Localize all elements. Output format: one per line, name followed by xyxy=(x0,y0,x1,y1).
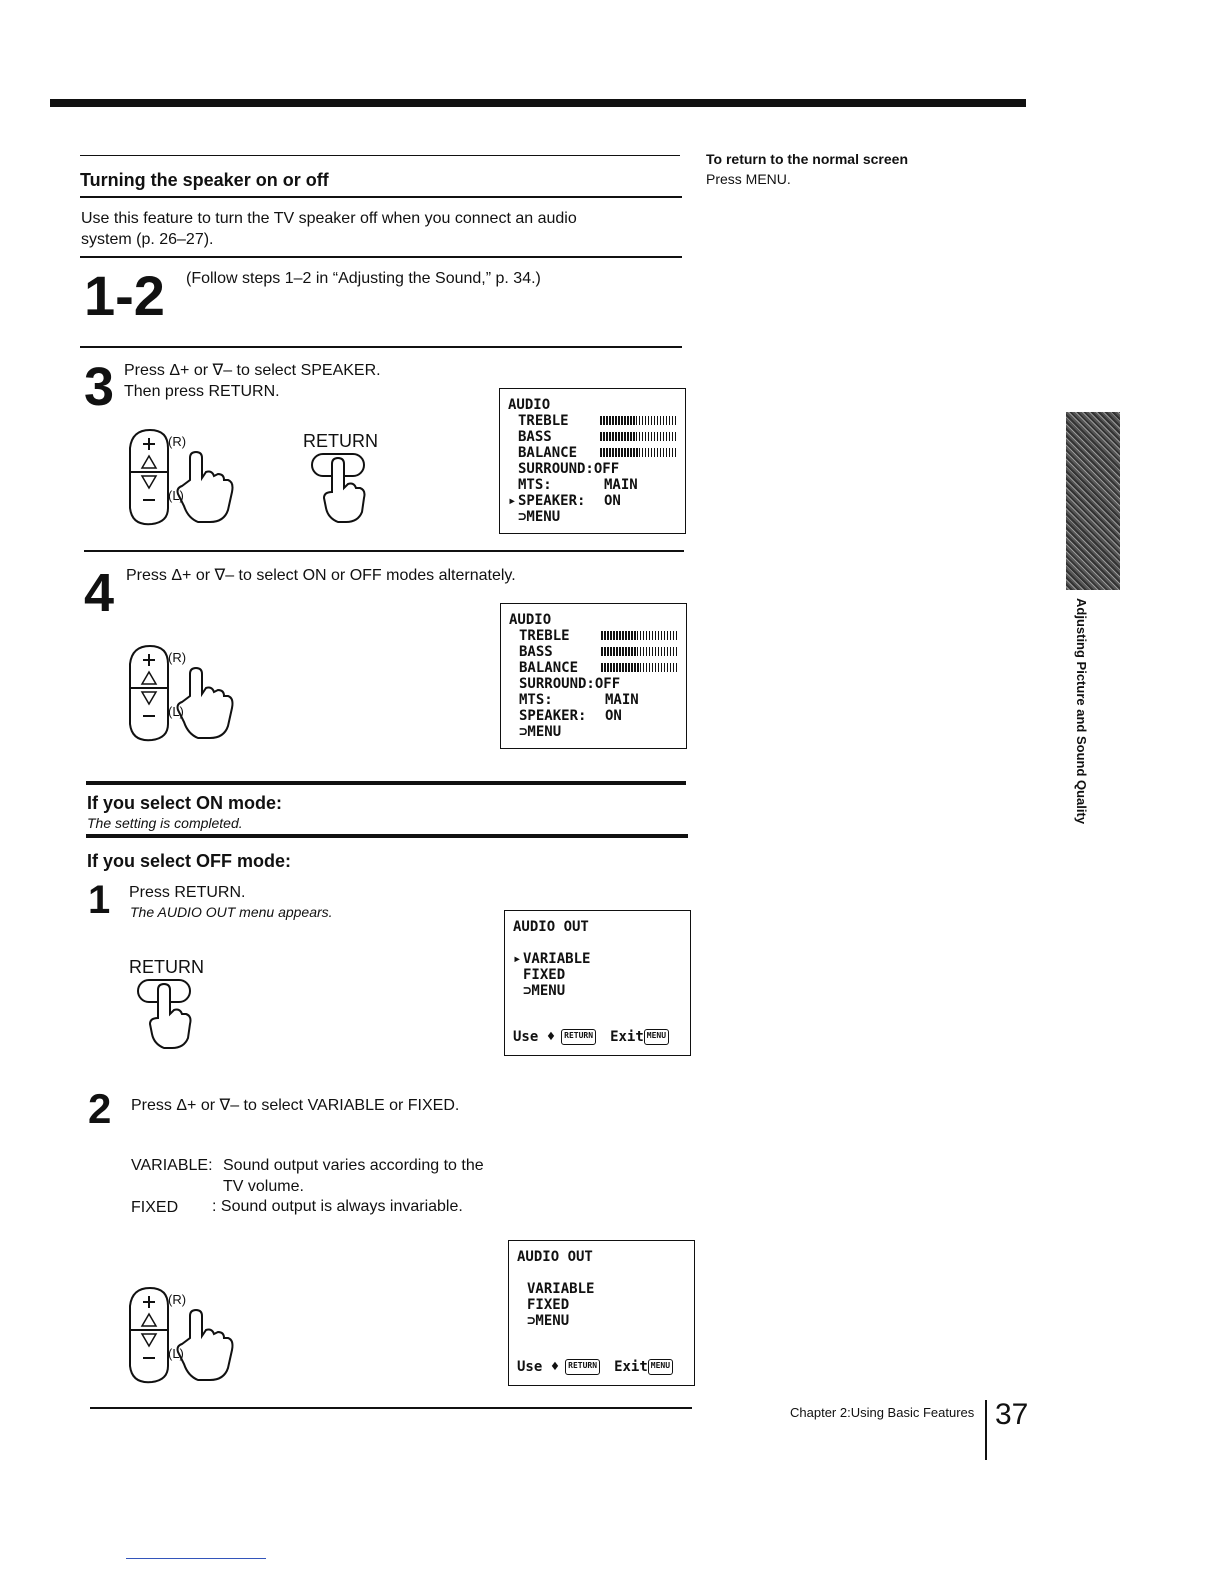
osd-mts-value: MAIN xyxy=(605,692,639,708)
step-number-4: 4 xyxy=(84,563,115,623)
off-step-1-text: Press RETURN. xyxy=(129,884,246,901)
osd-use-hint: Use ♦ xyxy=(517,1359,560,1375)
intro-rule xyxy=(80,256,682,258)
off-mode-heading: If you select OFF mode: xyxy=(87,851,292,871)
osd-menu: ⊃MENU xyxy=(527,1313,570,1329)
osd-fixed: FIXED xyxy=(523,967,566,983)
osd-treble: TREBLE xyxy=(518,413,569,429)
treble-level-bar xyxy=(600,416,677,425)
step-3-rule xyxy=(84,550,684,552)
bottom-rule xyxy=(90,1407,692,1409)
remote-l-label: (L) xyxy=(168,1346,184,1361)
return-button-label-2: RETURN xyxy=(129,957,204,977)
return-normal-text: Press MENU. xyxy=(706,171,791,187)
osd-menu: ⊃MENU xyxy=(523,983,566,999)
osd-variable: VARIABLE xyxy=(523,951,591,967)
on-mode-heading: If you select ON mode: xyxy=(87,793,283,813)
osd-exit-hint: Exit xyxy=(614,1359,648,1375)
hand-press-icon xyxy=(128,644,248,744)
on-mode-note: The setting is completed. xyxy=(87,815,243,831)
return-key-icon: RETURN xyxy=(561,1029,596,1045)
osd-title: AUDIO OUT xyxy=(513,919,589,935)
balance-level-bar xyxy=(601,663,678,672)
remote-volume-control xyxy=(128,428,248,528)
footer-chapter: Chapter 2:Using Basic Features xyxy=(790,1405,975,1420)
menu-key-icon: MENU xyxy=(648,1359,673,1375)
remote-l-label: (L) xyxy=(168,488,184,503)
fixed-desc: : Sound output is always invariable. xyxy=(212,1198,463,1215)
osd-mts-label: MTS: xyxy=(518,477,552,493)
osd-cursor: ▸ xyxy=(508,493,517,509)
on-mode-rule xyxy=(86,781,686,785)
hand-press-icon xyxy=(128,1286,248,1386)
top-rule xyxy=(50,99,1026,107)
section-title: Turning the speaker on or off xyxy=(80,170,329,190)
osd-balance: BALANCE xyxy=(519,660,579,676)
remote-r-label: (R) xyxy=(168,434,187,449)
step-number-3: 3 xyxy=(84,357,115,417)
step-number-1-2: 1-2 xyxy=(84,264,165,327)
footer-link-line xyxy=(126,1558,266,1559)
osd-title: AUDIO OUT xyxy=(517,1249,593,1265)
off-mode-rule xyxy=(86,834,688,838)
remote-r-label: (R) xyxy=(168,1292,187,1307)
remote-volume-control xyxy=(128,644,248,744)
step-4-text: Press Δ+ or ∇– to select ON or OFF modes alternately. xyxy=(126,567,516,584)
fixed-term: FIXED xyxy=(131,1199,179,1216)
osd-menu: ⊃MENU xyxy=(519,724,562,740)
osd-mts-label: MTS: xyxy=(519,692,553,708)
menu-key-icon: MENU xyxy=(644,1029,669,1045)
osd-speaker-value: ON xyxy=(604,493,621,509)
return-button-label-1: RETURN xyxy=(303,431,378,451)
variable-desc-2: TV volume. xyxy=(223,1178,304,1195)
variable-desc-1: Sound output varies according to the xyxy=(223,1157,484,1174)
osd-surround: SURROUND:OFF xyxy=(519,676,621,692)
osd-surround: SURROUND:OFF xyxy=(518,461,620,477)
variable-term: VARIABLE: xyxy=(131,1157,213,1174)
audio-menu-screen-2 xyxy=(500,603,687,749)
off-step-1-note: The AUDIO OUT menu appears. xyxy=(130,904,333,920)
bass-level-bar xyxy=(600,432,677,441)
osd-use-hint: Use ♦ xyxy=(513,1029,556,1045)
hand-press-icon xyxy=(136,978,196,1052)
osd-speaker-value: ON xyxy=(605,708,622,724)
osd-bass: BASS xyxy=(518,429,552,445)
audio-out-menu-screen-2 xyxy=(508,1240,695,1386)
audio-out-menu-screen-1 xyxy=(504,910,691,1056)
chapter-thumb-tab xyxy=(1066,412,1120,590)
osd-title: AUDIO xyxy=(508,397,551,413)
title-rule-top xyxy=(80,155,680,156)
off-step-2-text: Press Δ+ or ∇– to select VARIABLE or FIXED. xyxy=(131,1097,460,1114)
osd-cursor: ▸ xyxy=(513,951,522,967)
remote-r-label: (R) xyxy=(168,650,187,665)
osd-title: AUDIO xyxy=(509,612,552,628)
footer-divider xyxy=(985,1400,987,1460)
return-button-1 xyxy=(310,452,370,531)
return-key-icon: RETURN xyxy=(565,1359,600,1375)
osd-speaker-label: SPEAKER: xyxy=(518,493,586,509)
remote-l-label: (L) xyxy=(168,704,184,719)
off-step-number-1: 1 xyxy=(88,878,111,922)
audio-menu-screen-1 xyxy=(499,388,686,534)
balance-level-bar xyxy=(600,448,677,457)
osd-menu: ⊃MENU xyxy=(518,509,561,525)
step-1-2-rule xyxy=(80,346,682,348)
remote-volume-control xyxy=(128,1286,248,1386)
step-3-line2: Then press RETURN. xyxy=(124,383,280,400)
step-1-2-text: (Follow steps 1–2 in “Adjusting the Sound,” p. 34.) xyxy=(186,270,541,287)
osd-bass: BASS xyxy=(519,644,553,660)
title-rule-bottom xyxy=(80,196,682,198)
osd-speaker-label: SPEAKER: xyxy=(519,708,587,724)
osd-balance: BALANCE xyxy=(518,445,578,461)
return-button-2 xyxy=(136,978,196,1057)
hand-press-icon xyxy=(310,452,370,526)
osd-fixed: FIXED xyxy=(527,1297,570,1313)
osd-variable: VARIABLE xyxy=(527,1281,595,1297)
bass-level-bar xyxy=(601,647,678,656)
treble-level-bar xyxy=(601,631,678,640)
off-step-number-2: 2 xyxy=(88,1085,112,1132)
return-normal-heading: To return to the normal screen xyxy=(706,151,908,167)
hand-press-icon xyxy=(128,428,248,528)
step-3-line1: Press Δ+ or ∇– to select SPEAKER. xyxy=(124,362,381,379)
osd-treble: TREBLE xyxy=(519,628,570,644)
page-number: 37 xyxy=(995,1398,1029,1431)
osd-exit-hint: Exit xyxy=(610,1029,644,1045)
osd-mts-value: MAIN xyxy=(604,477,638,493)
chapter-tab-label: Adjusting Picture and Sound Quality xyxy=(1074,598,1089,825)
intro-text: Use this feature to turn the TV speaker off when you connect an audio system (p. 26–27). xyxy=(81,210,577,248)
